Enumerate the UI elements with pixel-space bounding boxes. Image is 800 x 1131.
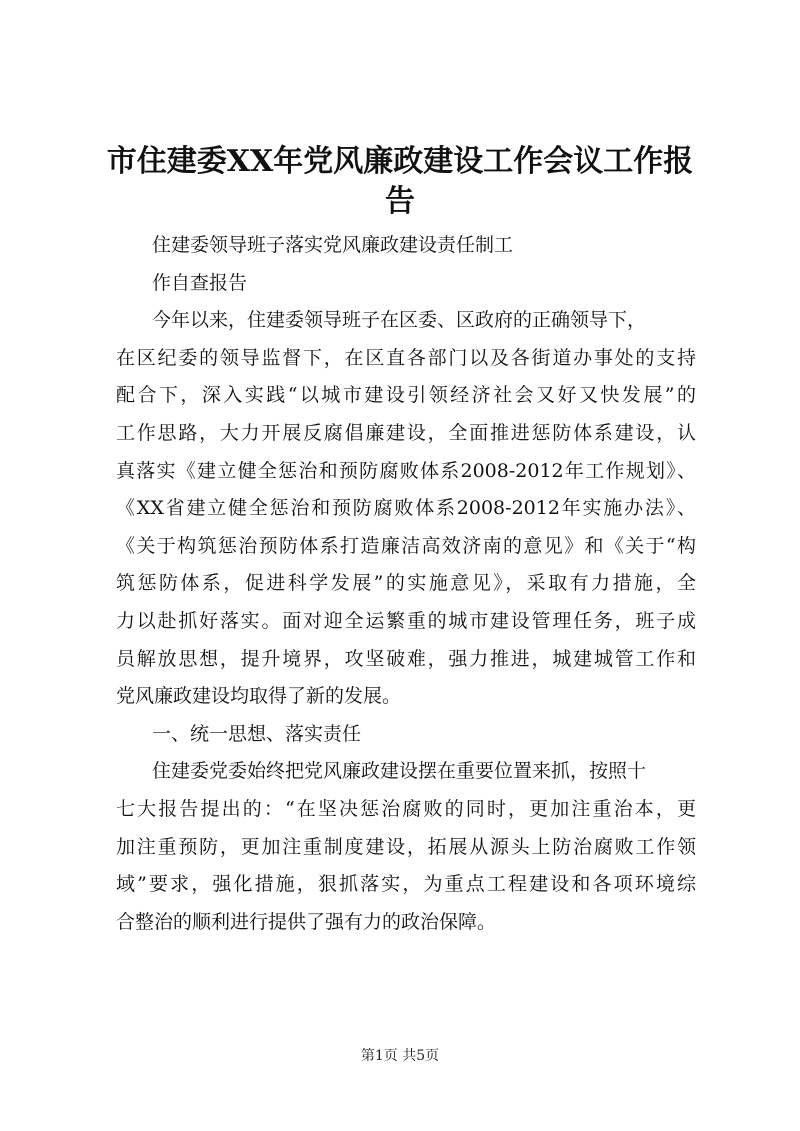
title-line-1: 市住建委XX年党风廉政建设工作会议工作报 (106, 144, 694, 179)
paragraph-line: 今年以来，住建委领导班子在区委、区政府的正确领导下， (152, 309, 647, 332)
subtitle-line-2: 作自查报告 (152, 271, 248, 294)
paragraph-line: 真落实《建立健全惩治和预防腐败体系2008-2012年工作规划》、 (116, 459, 696, 482)
paragraph-line: 在区纪委的领导监督下，在区直各部门以及各街道办事处的支持 (116, 346, 696, 369)
document-title (100, 142, 700, 222)
paragraph-line: 七大报告提出的：“在坚决惩治腐败的同时，更加注重治本，更 (116, 797, 696, 820)
paragraph-line: 住建委党委始终把党风廉政建设摆在重要位置来抓，按照十 (152, 760, 647, 783)
paragraph-line: 合整治的顺利进行提供了强有力的政治保障。 (116, 910, 497, 933)
paragraph-line: 力以赴抓好落实。面对迎全运繁重的城市建设管理任务，班子成 (116, 609, 696, 632)
page-footer: 第1页 共5页 (360, 1048, 440, 1064)
paragraph-line: 工作思路，大力开展反腐倡廉建设，全面推进惩防体系建设，认 (116, 421, 696, 444)
title-line-2: 告 (385, 184, 415, 219)
subtitle-line-1: 住建委领导班子落实党风廉政建设责任制工 (152, 234, 514, 256)
paragraph-line: 《XX省建立健全惩治和预防腐败体系2008-2012年实施办法》、 (116, 497, 696, 520)
paragraph-line: 配合下，深入实践“以城市建设引领经济社会又好又快发展”的 (116, 384, 696, 407)
document-body (116, 227, 696, 941)
section-heading: 一、统一思想、落实责任 (152, 722, 362, 745)
paragraph-line: 员解放思想，提升境界，攻坚破难，强力推进，城建城管工作和 (116, 647, 696, 670)
paragraph-line: 筑惩防体系，促进科学发展”的实施意见》，采取有力措施，全 (116, 572, 696, 595)
paragraph-line: 域”要求，强化措施，狠抓落实，为重点工程建设和各项环境综 (116, 873, 696, 896)
paragraph-line: 《关于构筑惩治预防体系打造廉洁高效济南的意见》和《关于“构 (116, 534, 696, 557)
paragraph-line: 党风廉政建设均取得了新的发展。 (116, 685, 402, 708)
paragraph-line: 加注重预防，更加注重制度建设，拓展从源头上防治腐败工作领 (116, 835, 696, 858)
